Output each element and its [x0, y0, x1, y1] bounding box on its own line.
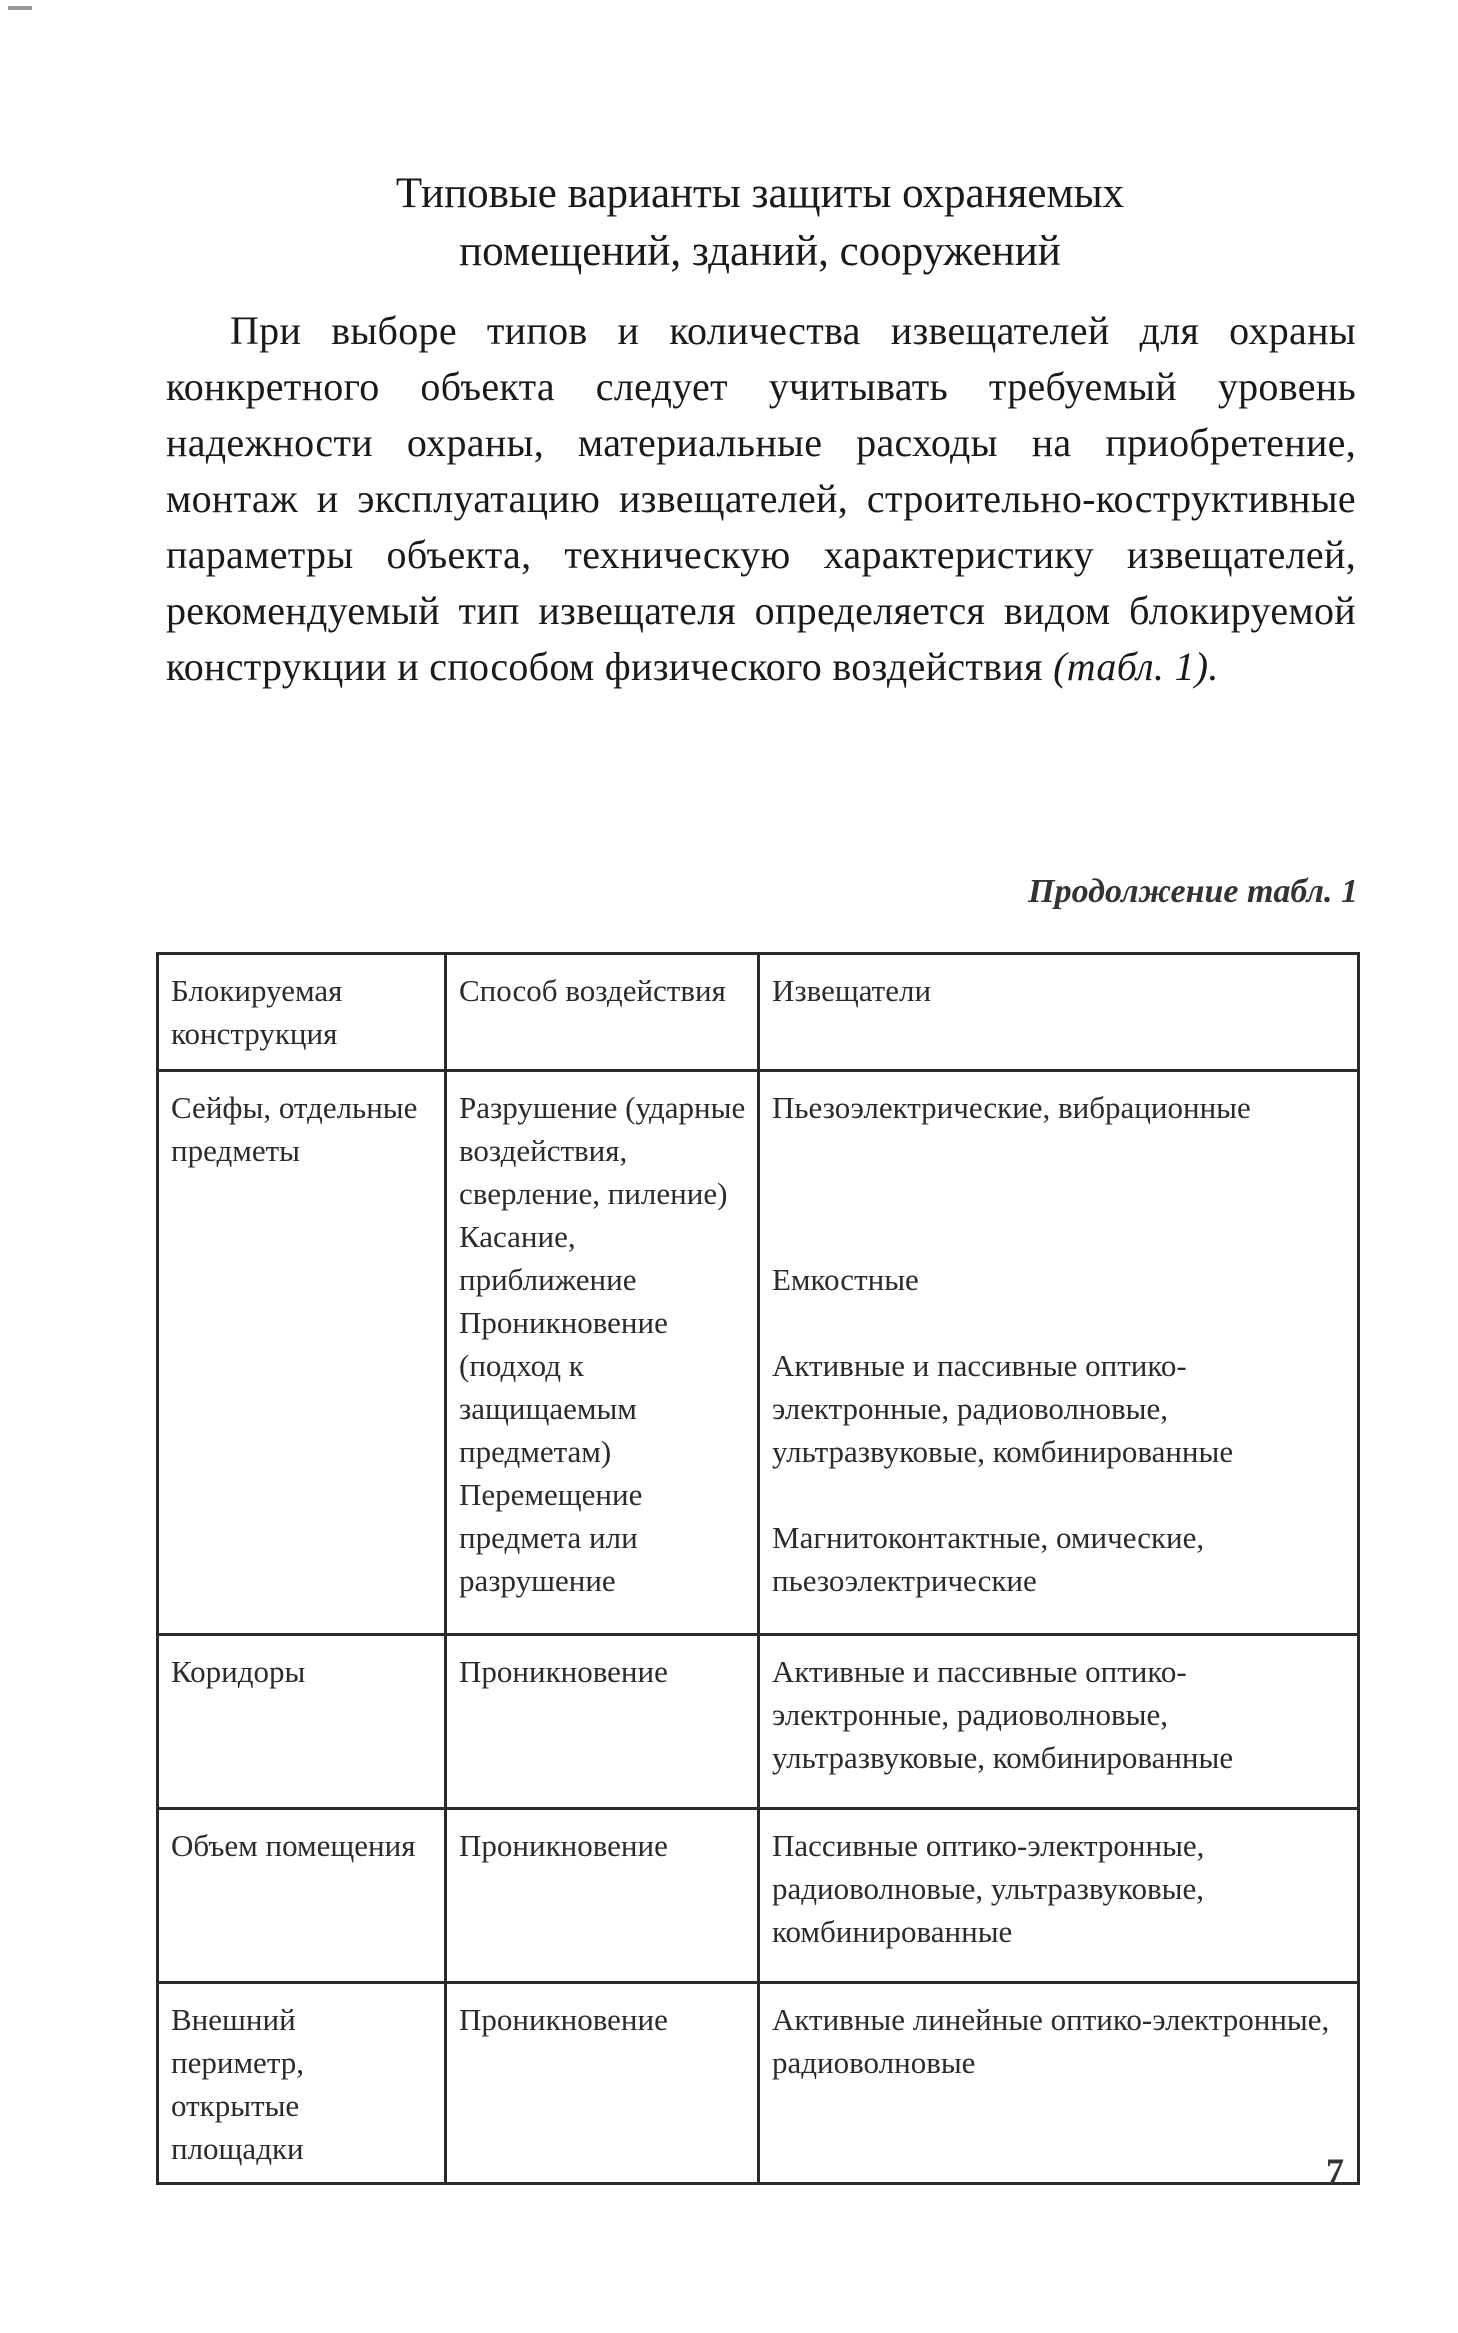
header-detectors: Извещатели [759, 954, 1359, 1071]
cell-detectors [759, 1071, 1359, 1635]
section-title [160, 165, 1360, 281]
cell-detectors: Активные и пассивные оптико-электронные, радиоволновые, ультразвуковые, комбинированные [759, 1635, 1359, 1809]
method-entry: Перемещение предмета или разрушение [459, 1477, 643, 1598]
intro-paragraph [166, 303, 1356, 695]
table-row [158, 1071, 1359, 1635]
cell-construction: Объем помещения [158, 1809, 446, 1983]
table-header-row [158, 954, 1359, 1071]
detectors-table [156, 952, 1360, 2185]
header-construction: Блокируемая конструкция [158, 954, 446, 1071]
page-number: 7 [1326, 2151, 1344, 2191]
cell-method: Проникновение [446, 1635, 759, 1809]
method-entry: Разрушение (ударные воздействия, сверление, пиление) [459, 1090, 746, 1211]
scan-mark [8, 6, 32, 10]
detector-entry: Пьезоэлектрические, вибрационные [772, 1090, 1251, 1125]
section-title-line-1: Типовые варианты защиты охраняемых [395, 170, 1125, 217]
cell-method: Проникновение [446, 1809, 759, 1983]
cell-method: Проникновение [446, 1983, 759, 2184]
method-entry: Проникновение (подход к защищаемым предметам) [459, 1305, 668, 1469]
intro-paragraph-text: При выборе типов и количества извещателей для охраны конкретного объекта следует учитывать требуемый уровень надежности охраны, материальные расходы на приобретение, монтаж и эксплуатацию извещателей, строительно-коструктивные параметры объекта, техническую характеристику извещателей, рекомендуемый тип извещателя определяется видом блокируемой конструкции и способом физического воздействия [166, 308, 1356, 689]
cell-methods [446, 1071, 759, 1635]
table-row [158, 1635, 1359, 1809]
header-method: Способ воздействия [446, 954, 759, 1071]
cell-detectors: Пассивные оптико-электронные, радиоволновые, ультразвуковые, комбинированные [759, 1809, 1359, 1983]
cell-construction: Коридоры [158, 1635, 446, 1809]
cell-detectors: Активные линейные оптико-электронные, радиоволновые [759, 1983, 1359, 2184]
detector-entry: Емкостные [772, 1262, 919, 1297]
method-entry: Касание, приближение [459, 1219, 637, 1297]
table-reference: (табл. 1). [1053, 644, 1219, 689]
table-row [158, 1809, 1359, 1983]
cell-construction: Сейфы, отдельные предметы [158, 1071, 446, 1635]
detector-entry: Магнитоконтактные, омические, пьезоэлектрические [772, 1520, 1205, 1598]
table-caption: Продолжение табл. 1 [1028, 873, 1358, 910]
cell-construction: Внешний периметр, открытые площадки [158, 1983, 446, 2184]
detector-entry: Активные и пассивные оптико-электронные, радиоволновые, ультразвуковые, комбинированные [772, 1348, 1234, 1469]
section-title-line-2: помещений, зданий, сооружений [459, 228, 1061, 275]
table-row [158, 1983, 1359, 2184]
